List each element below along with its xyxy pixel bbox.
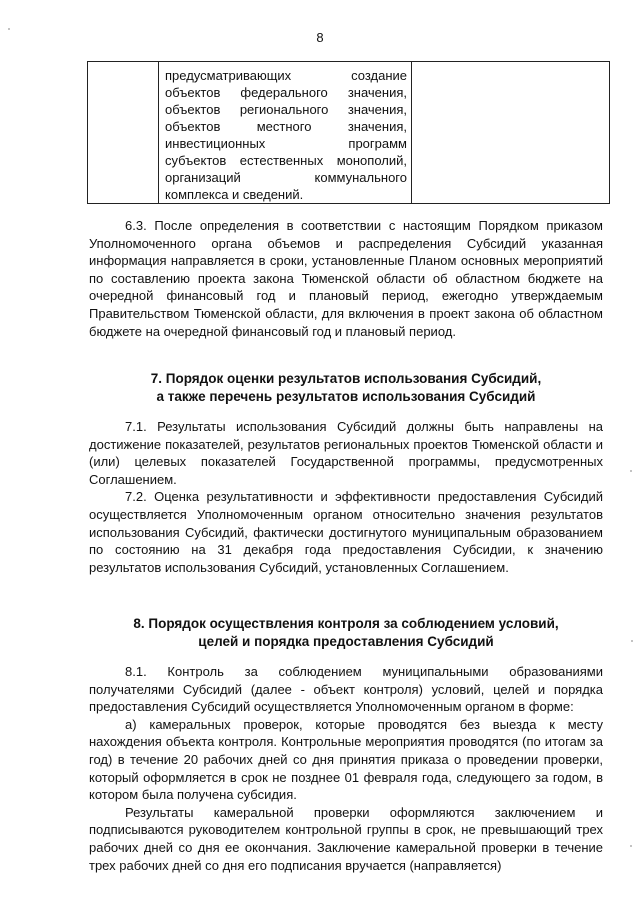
section8-heading-line2: целей и порядка предоставления Субсидий <box>198 633 494 649</box>
paragraph-7-1: 7.1. Результаты использования Субсидий должны быть направлены на достижение показателей, результатов региональных проектов Тюменской области и (или) целевых показателей Государственной программы, предусмотренных Соглашением. <box>89 419 603 487</box>
scan-speck <box>630 845 632 847</box>
section7-heading <box>89 370 603 405</box>
table-line: предусматривающих создание <box>165 68 407 83</box>
table-line: объектов регионального значения, <box>165 102 407 117</box>
table-line: субъектов естественных монополий, <box>165 153 407 168</box>
table-line: организаций коммунального <box>165 170 407 185</box>
section6-paragraph-block <box>89 217 603 340</box>
scan-speck <box>630 470 632 472</box>
paragraph-6-3: 6.3. После определения в соответствии с настоящим Порядком приказом Уполномоченного органа объемов и распределения Субсидий указанная информация направляется в сроки, установленные Планом основных мероприятий по составлению проекта закона Тюменской области об областном бюджете на очередной финансовый год и плановый период, ежегодно утверждаемым Правительством Тюменской области, для включения в проект закона об областном бюджете на очередной финансовый год и плановый период. <box>89 218 603 339</box>
table-cell-empty-right <box>412 62 610 204</box>
scan-speck <box>631 640 633 642</box>
paragraph-7-2: 7.2. Оценка результативности и эффективности предоставления Субсидий осуществляется Уполномоченным органом относительно значения результатов использования Субсидий, фактически достигнутого муниципальным образованием по состоянию на 31 декабря года предоставления Субсидии, к значению результатов использования Субсидий, установленных Соглашением. <box>89 489 603 575</box>
table-line: комплекса и сведений. <box>165 187 304 202</box>
table-fragment <box>87 61 610 204</box>
table-line: объектов местного значения, <box>165 119 407 134</box>
scan-speck <box>8 28 10 30</box>
table-cell-text <box>159 62 412 204</box>
table-line: инвестиционных программ <box>165 136 407 151</box>
section7-heading-line2: а также перечень результатов использования Субсидий <box>156 388 536 404</box>
section8-heading <box>89 615 603 650</box>
page-number: 8 <box>316 30 324 45</box>
section7-body <box>89 418 603 576</box>
paragraph-8-1: 8.1. Контроль за соблюдением муниципальными образованиями получателями Субсидий (далее - объект контроля) условий, целей и порядка предоставления Субсидий осуществляется Уполномоченным органом в форме: <box>89 664 603 715</box>
table-cell-empty-left <box>88 62 159 204</box>
section7-heading-line1: 7. Порядок оценки результатов использования Субсидий, <box>150 371 542 386</box>
paragraph-8-1-results: Результаты камеральной проверки оформляются заключением и подписываются руководителем контрольной группы в срок, не превышающий трех рабочих дней со дня ее окончания. Заключение камеральной проверки в течение трех рабочих дней со дня его подписания вручается (направляется) <box>89 804 603 873</box>
table-line: объектов федерального значения, <box>165 85 407 100</box>
paragraph-8-1-a: а) камеральных проверок, которые проводятся без выезда к месту нахождения объекта контроля. Контрольные мероприятия проводятся (по итогам за год) в течение 20 рабочих дней со дня принятия приказа о проведении проверки, который оформляется в срок не позднее 01 февраля года, следующего за годом, в котором была получена субсидия. <box>89 716 603 803</box>
section8-heading-line1: 8. Порядок осуществления контроля за соблюдением условий, <box>133 616 559 631</box>
section8-body <box>89 663 603 874</box>
